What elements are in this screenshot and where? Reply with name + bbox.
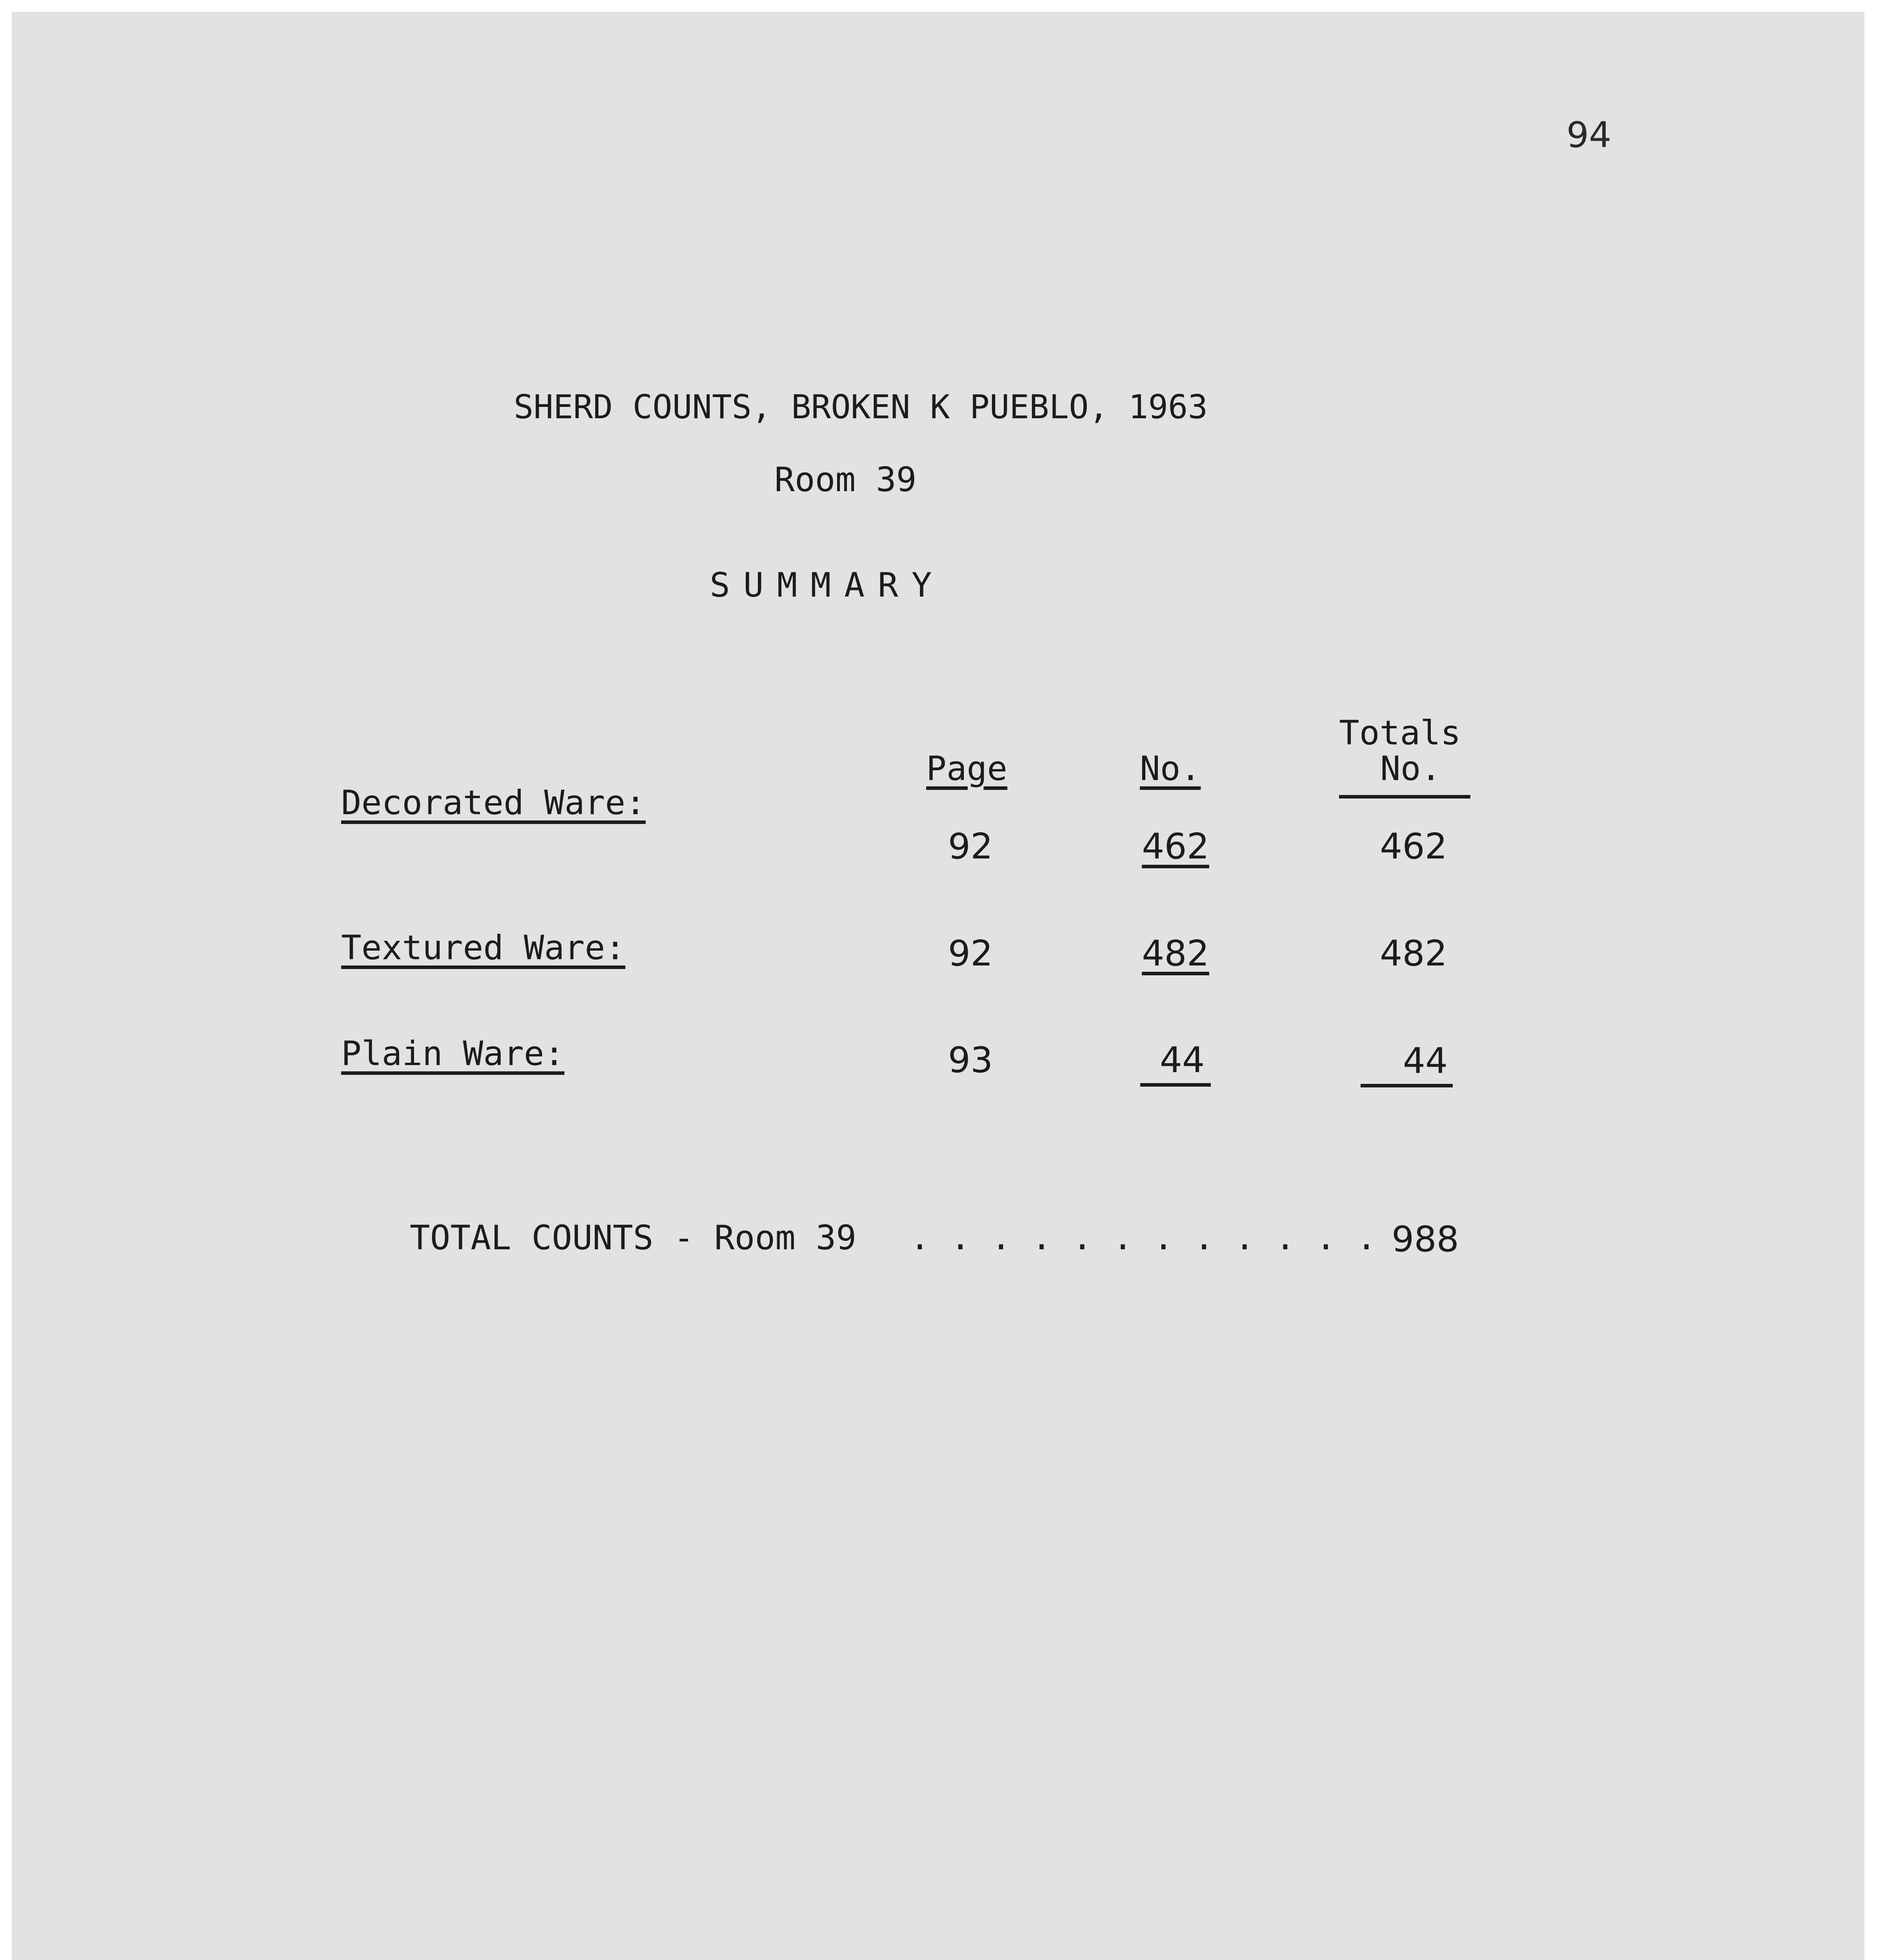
summary-heading: SUMMARY: [710, 566, 945, 605]
row-textured-page: 92: [948, 933, 993, 974]
row-plain-no: 44: [1159, 1040, 1205, 1081]
page-number: 94: [1566, 114, 1612, 156]
column-header-no: No.: [1140, 749, 1201, 788]
row-textured-no: 482: [1142, 933, 1209, 974]
row-plain-page: 93: [948, 1040, 993, 1081]
totals-header-underline: [1339, 795, 1470, 799]
row-label-plain-ware: Plain Ware:: [341, 1034, 565, 1073]
total-counts-leader: . . . . . . . . . . . .: [910, 1218, 1377, 1258]
row-label-textured-ware: Textured Ware:: [341, 928, 625, 967]
row-label-decorated-ware: Decorated Ware:: [341, 783, 646, 822]
column-header-totals: Totals: [1339, 713, 1461, 753]
row-decorated-no: 462: [1142, 826, 1209, 867]
row-plain-total: 44: [1403, 1040, 1448, 1082]
row-textured-total: 482: [1380, 933, 1447, 974]
plain-no-underline: [1140, 1083, 1211, 1087]
total-counts-value: 988: [1392, 1219, 1459, 1260]
document-page: [12, 12, 1864, 1960]
column-header-totals-no: No.: [1380, 749, 1441, 788]
document-title: SHERD COUNTS, BROKEN K PUEBLO, 1963: [514, 388, 1208, 426]
total-counts-label: TOTAL COUNTS - Room 39: [410, 1218, 857, 1258]
plain-total-underline: [1361, 1084, 1453, 1087]
row-decorated-page: 92: [948, 826, 993, 867]
row-decorated-total: 462: [1380, 826, 1447, 867]
document-subtitle: Room 39: [774, 460, 917, 499]
column-header-page: Page: [926, 749, 1008, 788]
